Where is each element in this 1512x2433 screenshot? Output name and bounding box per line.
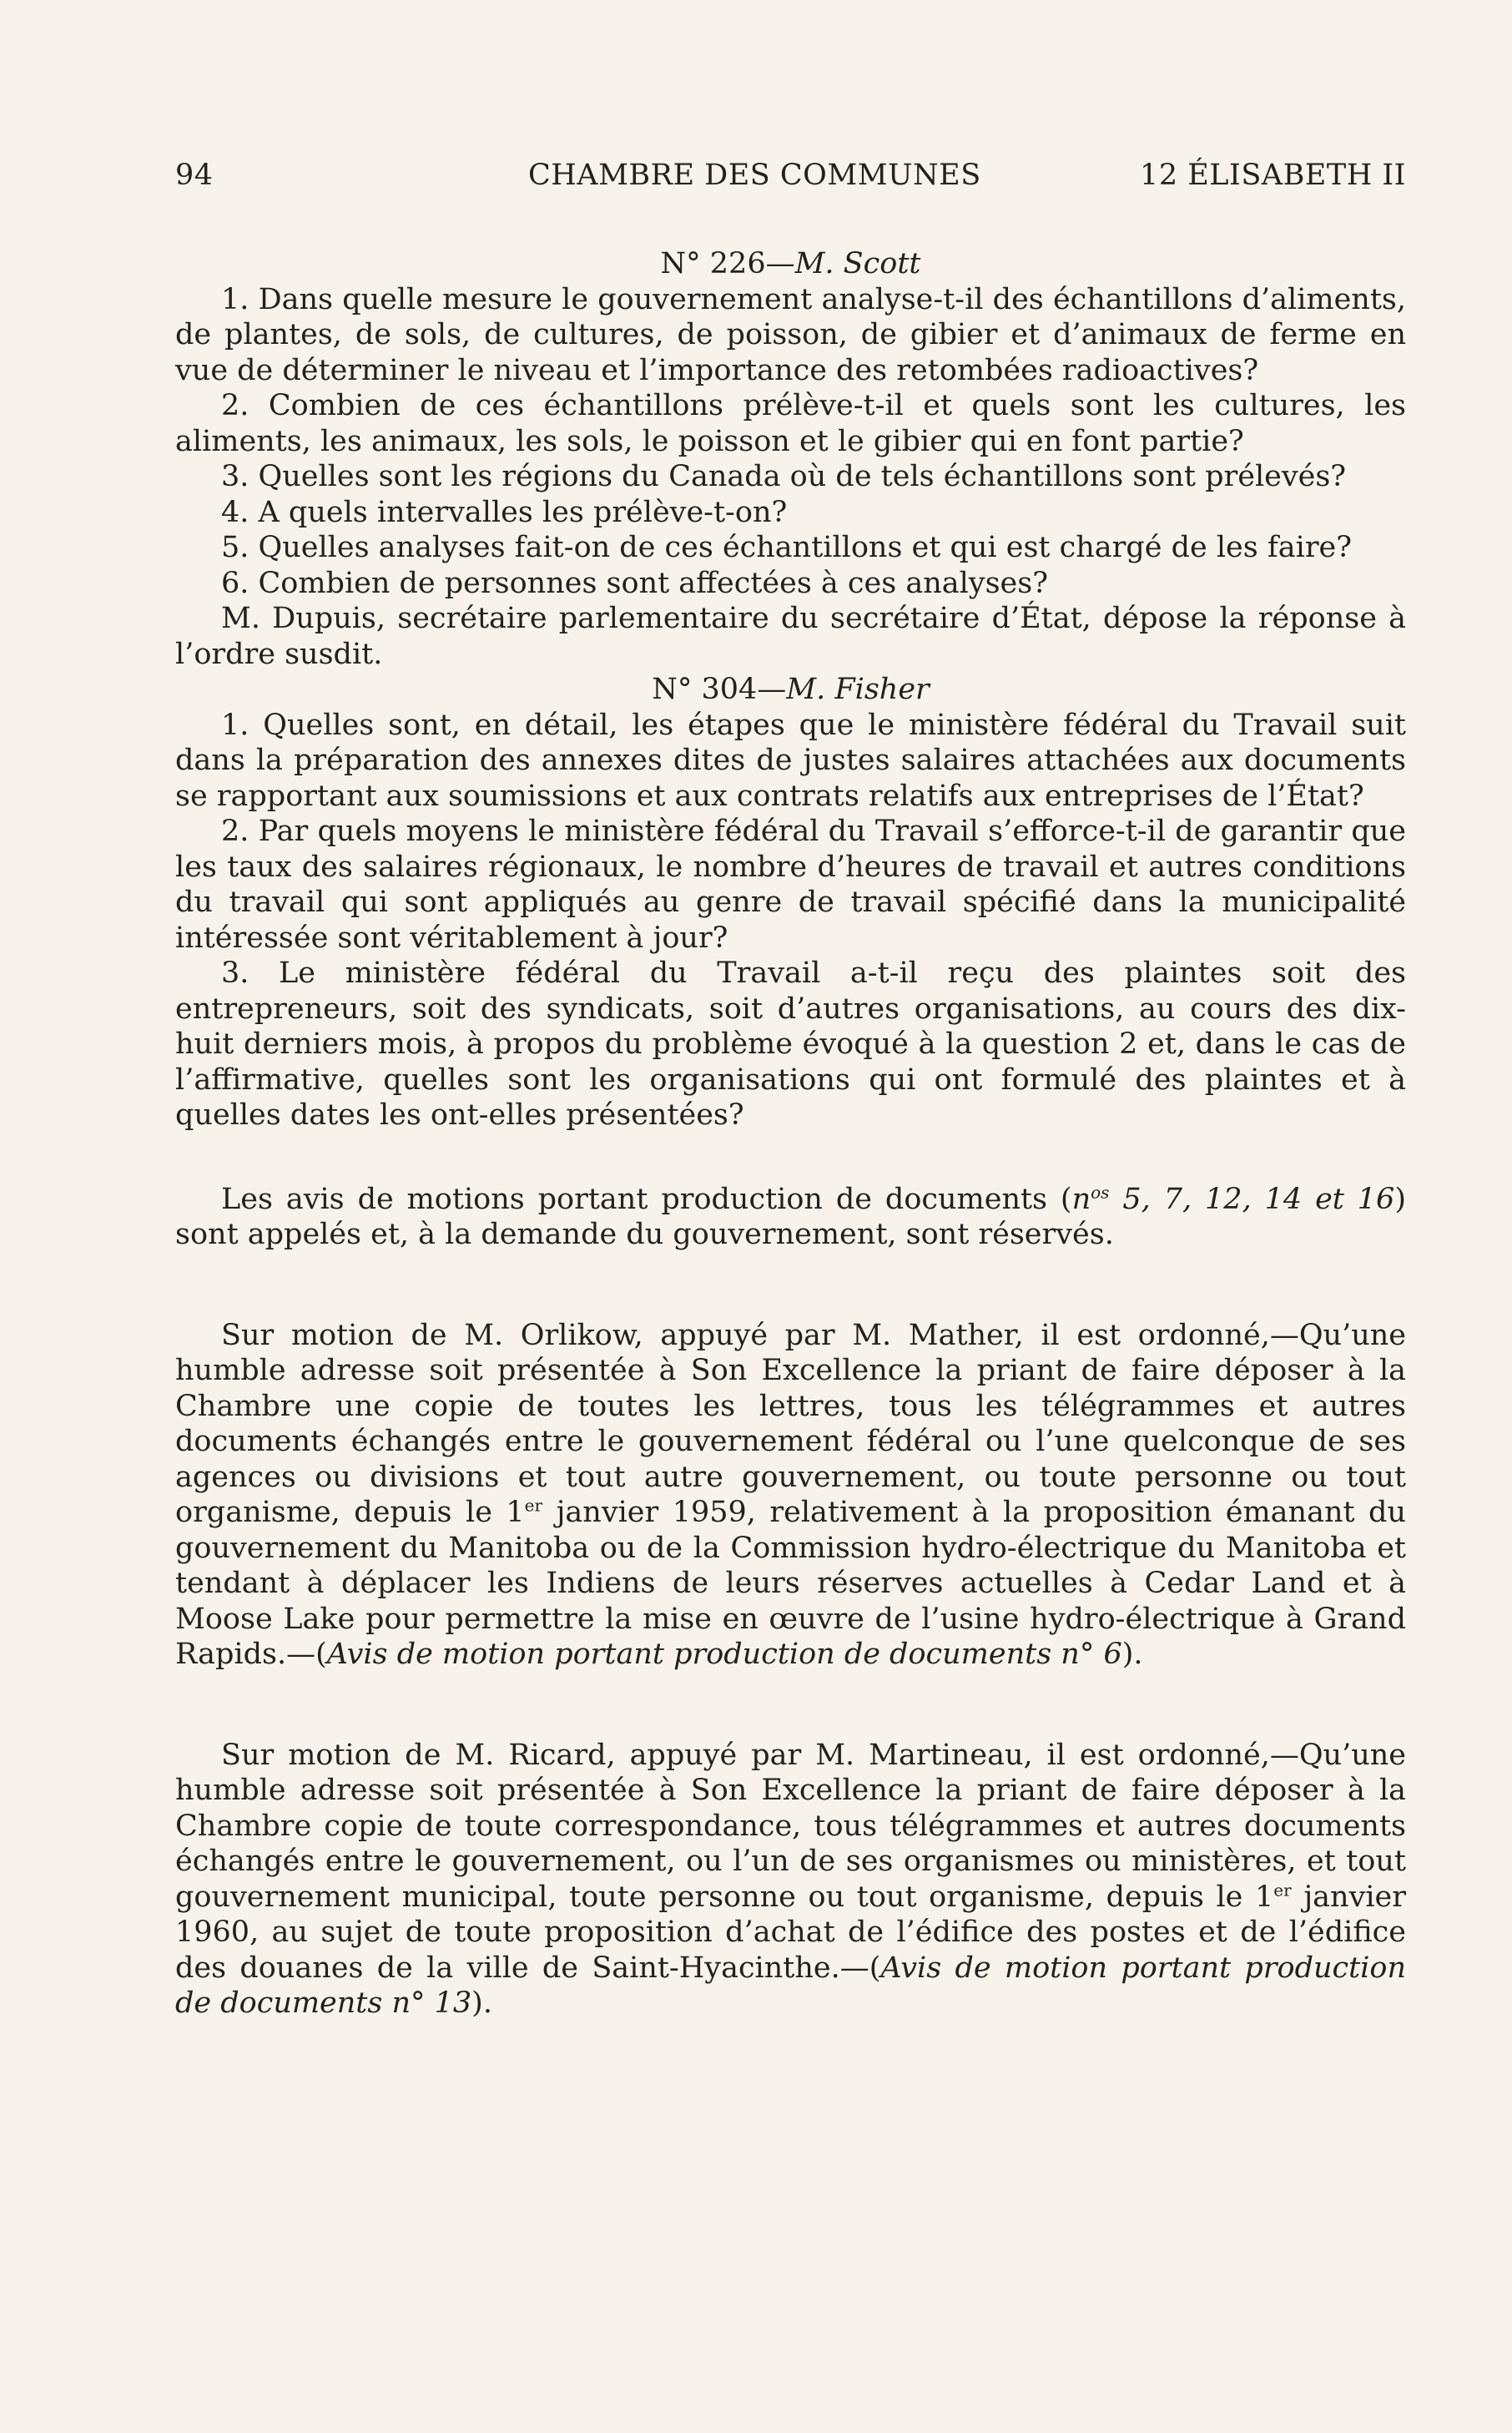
question-226-answer: M. Dupuis, secrétaire parlementaire du secrétaire d’État, dépose la réponse à l’ordre susdit. (175, 602, 1406, 671)
question-226-item-4: 4. A quels intervalles les prélève-t-on? (221, 495, 788, 529)
question-226-item-1: 1. Dans quelle mesure le gouvernement analyse-t-il des échantillons d’aliments, de plantes, de sols, de cultures, de poisson, de gibier et d’animaux de ferme en vue de déterminer le niveau et l’importance des retombées radioactives? (175, 282, 1406, 387)
document-body (175, 246, 1406, 2022)
question-226-item-6: 6. Combien de personnes sont affectées à ces analyses? (221, 566, 1048, 600)
question-heading-226: N° 226—M. Scott (660, 247, 921, 280)
motion-orlikow: Sur motion de M. Orlikow, appuyé par M. Mather, il est ordonné,—Qu’une humble adresse soit présentée à Son Excellence la priant de faire déposer à la Chambre une copie de toutes les lettres, tous les télégrammes et autres documents échangés entre le gouvernement fédéral ou l’une quelconque de ses agences ou divisions et tout autre gouvernement, ou toute personne ou tout organisme, depuis le 1er janvier 1959, relativement à la proposition émanant du gouvernement du Manitoba ou de la Commission hydro-électrique du Manitoba et tendant à déplacer les Indiens de leurs réserves actuelles à Cedar Land et à Moose Lake pour permettre la mise en œuvre de l’usine hydro-électrique à Grand Rapids.—(Avis de motion portant production de documents n° 6). (175, 1318, 1406, 1671)
question-304-item-1: 1. Quelles sont, en détail, les étapes que le ministère fédéral du Travail suit dans la préparation des annexes dites de justes salaires attachées aux documents se rapportant aux soumissions et aux contrats relatifs aux entreprises de l’État? (175, 708, 1406, 813)
question-304-item-3: 3. Le ministère fédéral du Travail a-t-il reçu des plaintes soit des entrepreneurs, soit des syndicats, soit d’autres organisations, au cours des dix-huit derniers mois, à propos du problème évoqué à la question 2 et, dans le cas de l’affirmative, quelles sont les organisations qui ont formulé des plaintes et à quelles dates les ont-elles présentées? (175, 957, 1406, 1132)
question-226-item-2: 2. Combien de ces échantillons prélève-t-il et quels sont les cultures, les aliments, les animaux, les sols, le poisson et le gibier qui en font partie? (175, 389, 1406, 458)
question-226-item-3: 3. Quelles sont les régions du Canada où de tels échantillons sont prélevés? (221, 460, 1347, 493)
notice-paragraph: Les avis de motions portant production de documents ($n^{os}$ 5, 7, 12, 14 et 16) sont appelés et, à la demande du gouvernement, sont réservés. (175, 1181, 1406, 1251)
chamber-title: CHAMBRE DES COMMUNES (528, 159, 981, 192)
motion-ricard: Sur motion de M. Ricard, appuyé par M. Martineau, il est ordonné,—Qu’une humble adresse soit présentée à Son Excellence la priant de faire déposer à la Chambre copie de toute correspondance, tous télégrammes et autres documents échangés entre le gouvernement, ou l’un de ses organismes ou ministères, et tout gouvernement municipal, toute personne ou tout organisme, depuis le 1er janvier 1960, au sujet de toute proposition d’achat de l’édifice des postes et de l’édifice des douanes de la ville de Saint-Hyacinthe.—(Avis de motion portant production de documents n° 13). (175, 1738, 1406, 2020)
page-number: 94 (175, 159, 214, 192)
question-226-item-5: 5. Quelles analyses fait-on de ces échantillons et qui est chargé de les faire? (221, 531, 1353, 564)
question-heading-304: N° 304—M. Fisher (652, 673, 930, 706)
question-304-item-2: 2. Par quels moyens le ministère fédéral du Travail s’efforce-t-il de garantir que les taux des salaires régionaux, le nombre d’heures de travail et autres conditions du travail qui sont appliqués au genre de travail spécifié dans la municipalité intéressée sont véritablement à jour? (175, 815, 1406, 955)
regnal-year: 12 ÉLISABETH II (1140, 159, 1406, 192)
